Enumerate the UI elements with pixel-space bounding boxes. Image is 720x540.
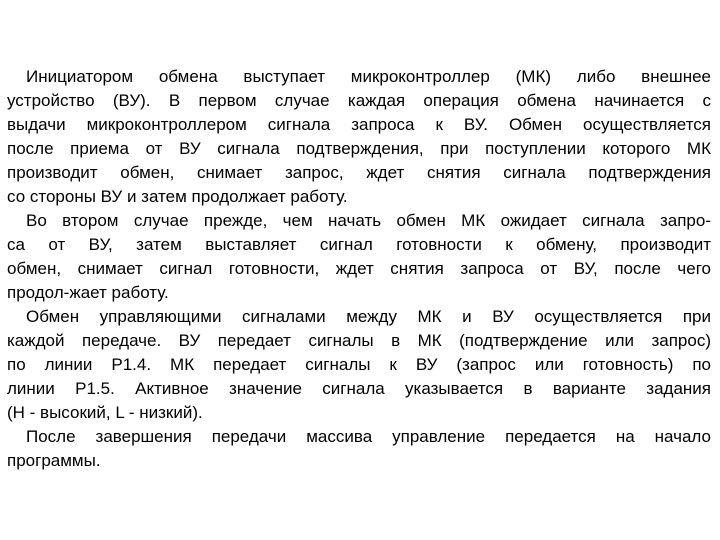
paragraph-second-case — [7, 209, 711, 305]
paragraph-line: устройство (ВУ). В первом случае каждая операция обмена начинается с — [7, 91, 711, 110]
paragraph-line: Во втором случае прежде, чем начать обмен МК ожидает сигнала запро- — [26, 211, 711, 230]
paragraph-line: После завершения передачи массива управление передается на начало — [26, 427, 711, 446]
paragraph-line: каждой передаче. ВУ передает сигналы в МК (подтверждение или запрос) — [7, 331, 711, 350]
paragraph-line: после приема от ВУ сигнала подтверждения, при поступлении которого МК — [7, 139, 711, 158]
paragraph-line: программы. — [7, 451, 101, 470]
paragraph-line: выдачи микроконтроллером сигнала запроса к ВУ. Обмен осуществляется — [7, 115, 711, 134]
paragraph-line: со стороны ВУ и затем продолжает работу. — [7, 187, 348, 206]
paragraph-line: производит обмен, снимает запрос, ждет снятия сигнала подтверждения — [7, 163, 711, 182]
paragraph-line: обмен, снимает сигнал готовности, ждет снятия запроса от ВУ, после чего — [7, 259, 711, 278]
paragraph-line: по линии P1.4. МК передает сигналы к ВУ (запрос или готовность) по — [7, 355, 711, 374]
paragraph-line: Обмен управляющими сигналами между МК и ВУ осуществляется при — [26, 307, 711, 326]
paragraph-line: Инициатором обмена выступает микроконтроллер (МК) либо внешнее — [26, 67, 711, 86]
paragraph-line: линии P1.5. Активное значение сигнала указывается в варианте задания — [7, 379, 711, 398]
paragraph-line: продол-жает работу. — [7, 283, 169, 302]
paragraph-line: са от ВУ, затем выставляет сигнал готовности к обмену, производит — [7, 235, 711, 254]
document-body — [7, 65, 711, 473]
paragraph-completion — [7, 425, 711, 473]
paragraph-signal-exchange — [7, 305, 711, 425]
paragraph-initiator — [7, 65, 711, 209]
paragraph-line: (H - высокий, L - низкий). — [7, 403, 203, 422]
